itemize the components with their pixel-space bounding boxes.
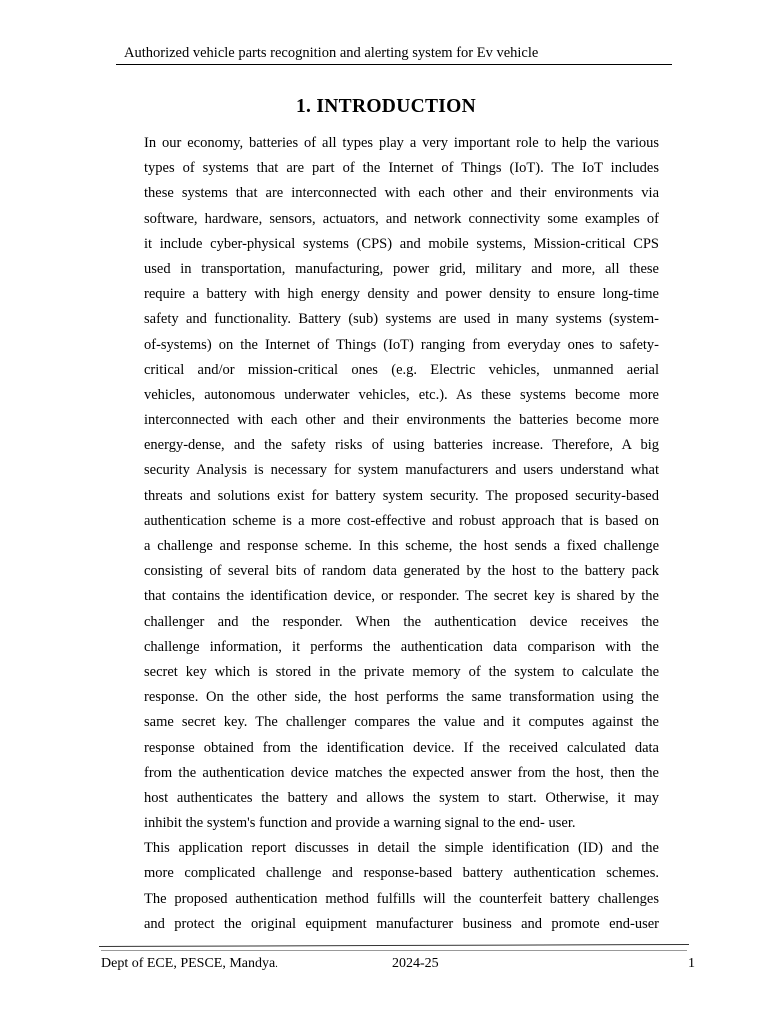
- chapter-title: 1. INTRODUCTION: [295, 96, 477, 117]
- footer-year: 2024-25: [392, 956, 439, 971]
- text-line: safety and functionality. Battery (sub) systems are used in many systems (system-: [144, 311, 659, 328]
- text-line: response. On the other side, the host performs the same transformation using the: [144, 689, 659, 706]
- text-line: challenger and the responder. When the authentication device receives the: [144, 613, 659, 630]
- text-line: security Analysis is necessary for system manufacturers and users understand what: [144, 462, 659, 479]
- text-line: of-systems) on the Internet of Things (IoT) ranging from everyday ones to safety-: [144, 336, 659, 353]
- footer-rule-secondary: [101, 950, 687, 951]
- page-number: 1: [688, 956, 695, 971]
- body-paragraphs: [144, 131, 659, 937]
- text-line: authentication scheme is a more cost-effective and robust approach that is based on: [144, 512, 659, 529]
- page-header: [116, 44, 672, 65]
- text-line: interconnected with each other and their environments the batteries become more: [144, 412, 659, 429]
- text-line: energy-dense, and the safety risks of using batteries increase. Therefore, A big: [144, 437, 659, 454]
- text-line: a challenge and response scheme. In this scheme, the host sends a fixed challenge: [144, 538, 659, 554]
- text-line: consisting of several bits of random data generated by the host to the battery pack: [144, 563, 659, 580]
- text-line: secret key which is stored in the private memory of the system to calculate the: [144, 663, 659, 680]
- text-line: from the authentication device matches the expected answer from the host, then the: [144, 764, 659, 781]
- text-line: types of systems that are part of the Internet of Things (IoT). The IoT includes: [144, 160, 659, 177]
- footer-department-name: Dept of ECE, PESCE, Mandya: [101, 956, 276, 971]
- text-line: vehicles, autonomous underwater vehicles, etc.). As these systems become more: [144, 386, 659, 403]
- text-line: inhibit the system's function and provide a warning signal to the end- user.: [144, 815, 576, 832]
- text-line: these systems that are interconnected with each other and their environments via: [144, 185, 659, 202]
- text-line: software, hardware, sensors, actuators, and network connectivity some examples of: [144, 210, 659, 227]
- text-line: more complicated challenge and response-based battery authentication schemes.: [144, 865, 659, 882]
- footer-rule: [99, 944, 689, 947]
- text-line: challenge information, it performs the authentication data comparison with the: [144, 638, 659, 655]
- text-line: response obtained from the identification device. If the received calculated data: [144, 739, 659, 756]
- text-line: that contains the identification device, or responder. The secret key is shared by the: [144, 588, 659, 605]
- text-line: require a battery with high energy density and power density to ensure long-time: [144, 286, 659, 303]
- footer-department-dot: .: [275, 959, 278, 970]
- text-line: The proposed authentication method fulfills will the counterfeit battery challenges: [144, 890, 659, 907]
- text-line: and protect the original equipment manufacturer business and promote end-user: [144, 915, 659, 932]
- text-line: This application report discusses in detail the simple identification (ID) and the: [144, 840, 659, 857]
- text-line: same secret key. The challenger compares the value and it computes against the: [144, 714, 659, 731]
- text-line: it include cyber-physical systems (CPS) and mobile systems, Mission-critical CPS: [144, 235, 659, 252]
- text-line: used in transportation, manufacturing, power grid, military and more, all these: [144, 260, 659, 277]
- footer-department: [101, 956, 278, 973]
- text-line: threats and solutions exist for battery system security. The proposed security-based: [144, 487, 659, 504]
- running-title: Authorized vehicle parts recognition and alerting system for Ev vehicle: [124, 45, 539, 61]
- text-line: In our economy, batteries of all types play a very important role to help the various: [144, 135, 659, 151]
- text-line: host authenticates the battery and allows the system to start. Otherwise, it may: [144, 789, 659, 806]
- text-line: critical and/or mission-critical ones (e.g. Electric vehicles, unmanned aerial: [144, 361, 659, 378]
